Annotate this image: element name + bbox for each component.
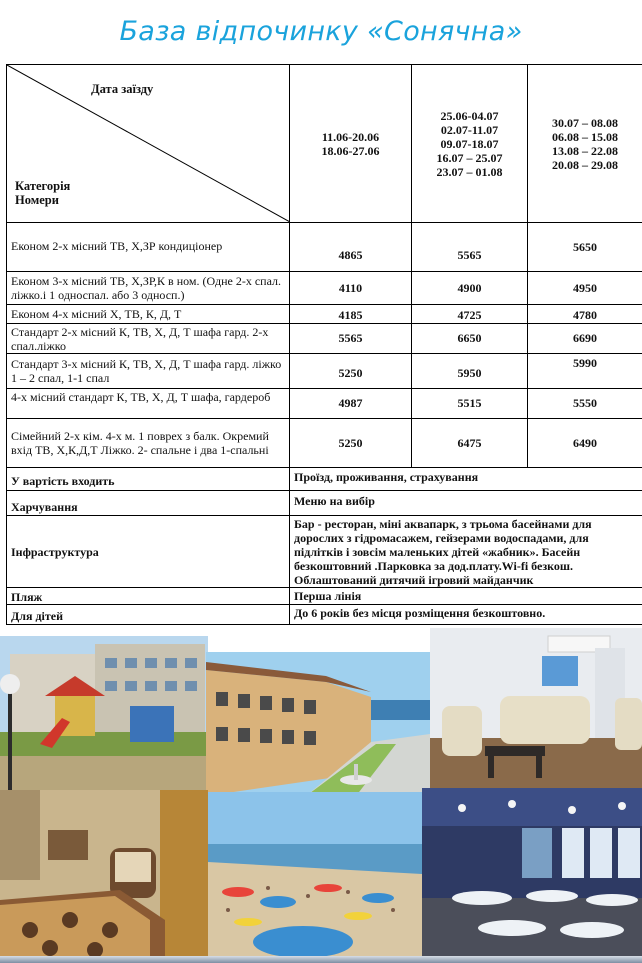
price-cell: 6475 (412, 419, 528, 468)
bedroom-photo (0, 790, 208, 958)
header-corner-cell (7, 65, 290, 223)
hotel-courtyard-photo (206, 652, 430, 796)
info-value: До 6 років без місця розміщення безкоштовно. (290, 605, 642, 625)
info-row (7, 516, 642, 588)
info-label: У вартість входить (7, 468, 290, 491)
room-category: Економ 3-х місний ТВ, Х,ЗР,К в ном. (Одне 2-х спал. ліжко.і 1 односпал. або 3 односп.) (7, 272, 290, 305)
info-label: Харчування (7, 491, 290, 516)
date-header-label: Дата заїзду (91, 82, 154, 96)
period-date-range: 16.07 – 25.07 (436, 150, 503, 165)
period-date-range: 11.06-20.06 (321, 129, 380, 144)
price-cell: 5250 (290, 419, 412, 468)
beach-photo (208, 792, 422, 958)
price-cell: 4780 (528, 305, 642, 324)
info-value: Бар - ресторан, міні аквапарк, з трьома басейнами для дорослих з гідромасажем, гейзерами водоспадами, для підлітків і зовсім маленьких дітей «жабник». Басейн безкоштовний .Парковка за дод.плату.Wi-fi безкош. Облаштований дитячий ігровий майданчик (290, 516, 642, 588)
period-date-range: 25.06-04.07 (440, 108, 499, 123)
lounge-room-photo (430, 628, 642, 788)
info-row (7, 491, 642, 516)
period-date-range: 23.07 – 01.08 (436, 164, 503, 179)
period-date-range: 18.06-27.06 (321, 143, 380, 158)
info-label: Для дітей (7, 605, 290, 625)
table-row (7, 389, 642, 419)
price-cell: 5990 (528, 354, 642, 389)
period-date-range: 13.08 – 22.08 (552, 143, 618, 158)
info-row (7, 605, 642, 625)
info-label: Інфраструктура (7, 516, 290, 588)
photo-collage (0, 628, 642, 958)
table-row (7, 324, 642, 354)
price-cell: 5250 (290, 354, 412, 389)
info-value: Меню на вибір (290, 491, 642, 516)
price-cell: 4725 (412, 305, 528, 324)
period-date-range: 02.07-11.07 (440, 122, 499, 137)
room-category: Стандарт 3-х місний К, ТВ, Х, Д, Т шафа гард. ліжко 1 – 2 спал, 1-1 спал (7, 354, 290, 389)
room-category: Економ 4-х місний Х, ТВ, К, Д, Т (7, 305, 290, 324)
price-cell: 5515 (412, 389, 528, 419)
table-row (7, 272, 642, 305)
price-cell: 4900 (412, 272, 528, 305)
table-row (7, 354, 642, 389)
period-header-3 (528, 65, 642, 223)
table-row (7, 223, 642, 272)
price-cell: 4987 (290, 389, 412, 419)
price-cell: 4865 (290, 223, 412, 272)
restaurant-photo (422, 788, 642, 958)
price-cell: 6650 (412, 324, 528, 354)
period-date-range: 20.08 – 29.08 (552, 157, 618, 172)
table-header-row (7, 65, 642, 223)
period-header-1 (290, 65, 412, 223)
room-category: 4-х місний стандарт К, ТВ, Х, Д, Т шафа, гардероб (7, 389, 290, 419)
info-row (7, 468, 642, 491)
info-row (7, 588, 642, 605)
playground-photo (0, 636, 208, 796)
info-label: Пляж (7, 588, 290, 605)
period-date-range: 09.07-18.07 (440, 136, 499, 151)
price-cell: 5565 (412, 223, 528, 272)
info-value: Перша лінія (290, 588, 642, 605)
price-cell: 5650 (528, 223, 642, 272)
page-title: База відпочинку «Сонячна» (119, 16, 523, 47)
price-cell: 4110 (290, 272, 412, 305)
period-header-2 (412, 65, 528, 223)
bottom-border (0, 956, 642, 963)
table-row (7, 305, 642, 324)
price-cell: 5550 (528, 389, 642, 419)
price-cell: 5565 (290, 324, 412, 354)
period-date-range: 06.08 – 15.08 (552, 129, 618, 144)
price-cell: 5950 (412, 354, 528, 389)
room-category: Економ 2-х місний ТВ, Х,ЗР кондиціонер (7, 223, 290, 272)
category-header-label: Категорія Номери (15, 179, 71, 207)
period-date-range: 30.07 – 08.08 (552, 115, 618, 130)
price-cell: 4950 (528, 272, 642, 305)
table-row (7, 419, 642, 468)
info-value: Проїзд, проживання, страхування (290, 468, 642, 491)
price-cell: 6690 (528, 324, 642, 354)
room-category: Стандарт 2-х місний К, ТВ, Х, Д, Т шафа гард. 2-х спал.ліжко (7, 324, 290, 354)
room-category: Сімейний 2-х кім. 4-х м. 1 поврех з балк. Окремий вхід ТВ, Х,К,Д,Т Ліжко. 2- спальне і два 1-спальні (7, 419, 290, 468)
price-cell: 4185 (290, 305, 412, 324)
price-cell: 6490 (528, 419, 642, 468)
price-table (6, 64, 642, 625)
